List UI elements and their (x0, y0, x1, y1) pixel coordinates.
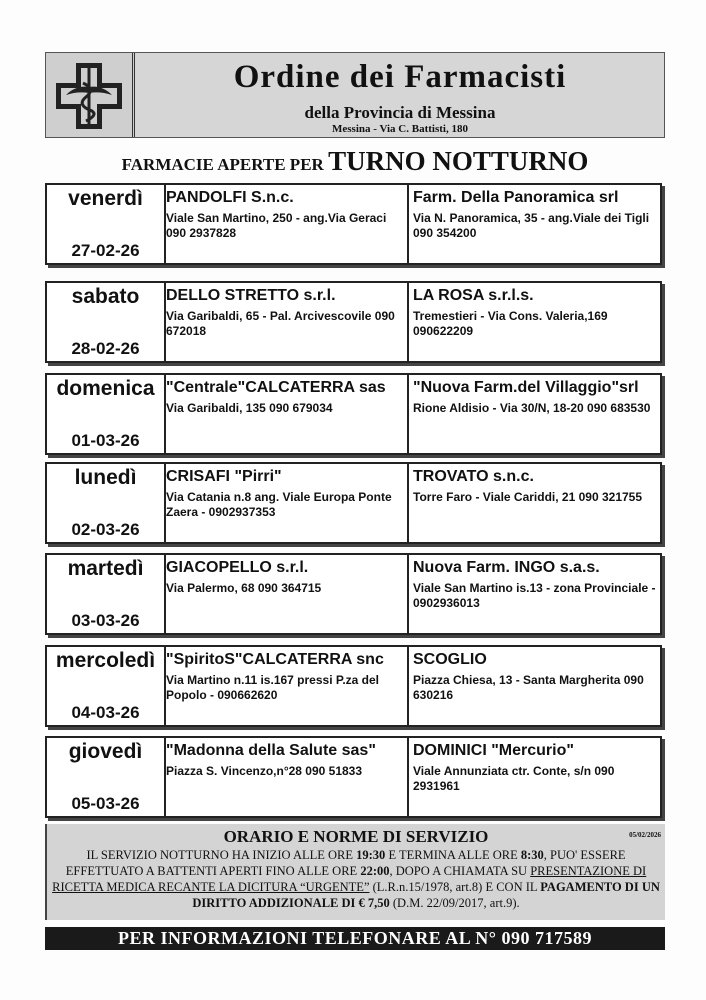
header-banner (45, 52, 665, 138)
day-cell (47, 185, 166, 263)
day-cell (47, 283, 166, 361)
pharmacy-cell (164, 464, 409, 542)
pharmacy-address: Torre Faro - Viale Cariddi, 21 090 321755 (413, 490, 643, 504)
pharmacy-name: CRISAFI "Pirri" (166, 468, 282, 485)
day-name: mercoledì (55, 649, 156, 672)
day-name: martedì (67, 557, 144, 580)
pharmacy-address: Piazza S. Vincenzo,n°28 090 51833 (166, 764, 363, 778)
schedule-row (45, 645, 662, 727)
pharmacy-cell (164, 283, 409, 361)
rules-text-part: E TERMINA ALLE ORE (385, 848, 521, 862)
pharmacy-cell (411, 647, 660, 725)
pharmacy-name: TROVATO s.n.c. (413, 468, 534, 485)
day-date: 01-03-26 (71, 431, 140, 450)
pharmacy-cell (411, 738, 660, 816)
pharmacy-address: Viale Annunziata ctr. Conte, s/n 090 2931961 (413, 764, 615, 793)
start-time: 19:30 (356, 848, 386, 862)
rules-text (47, 847, 665, 911)
day-name: venerdì (68, 187, 143, 210)
additional-fee: PAGAMENTO DI UN DIRITTO ADDIZIONALE DI € 7,50 (192, 880, 660, 910)
day-name: giovedì (68, 740, 143, 763)
pharmacy-name: DOMINICI "Mercurio" (413, 742, 574, 759)
day-cell (47, 375, 166, 453)
pharmacy-name: "Nuova Farm.del Villaggio"srl (413, 379, 639, 396)
day-cell (47, 738, 166, 816)
day-name: lunedì (74, 466, 137, 489)
pharmacy-cell (164, 738, 409, 816)
pharmacy-address: Viale San Martino, 250 - ang.Via Geraci 090 2937828 (166, 211, 387, 240)
day-cell (47, 555, 166, 633)
pharmacy-cell (164, 185, 409, 263)
rules-text-part: (D.M. 22/09/2017, art.9). (389, 896, 520, 910)
pharmacy-address: Via Garibaldi, 65 - Pal. Arcivescovile 090 672018 (166, 309, 395, 338)
schedule-row (45, 736, 662, 818)
pharmacy-address: Rione Aldisio - Via 30/N, 18-20 090 683530 (413, 401, 651, 415)
pharmacy-name: PANDOLFI S.n.c. (166, 189, 294, 206)
organization-subtitle: della Provincia di Messina (304, 103, 496, 122)
pharmacy-address: Piazza Chiesa, 13 - Santa Margherita 090 630216 (413, 673, 644, 702)
schedule-row (45, 281, 662, 363)
pharmacy-cell (411, 375, 660, 453)
pharmacy-cross-logo-icon (46, 53, 135, 137)
open-until-time: 22:00 (360, 864, 390, 878)
pharmacy-address: Via Palermo, 68 090 364715 (166, 581, 322, 595)
pharmacy-cell (411, 464, 660, 542)
day-date: 27-02-26 (71, 241, 140, 260)
pharmacy-cell (411, 555, 660, 633)
pharmacy-name: Nuova Farm. INGO s.a.s. (413, 559, 600, 576)
organization-address: Messina - Via C. Battisti, 180 (332, 123, 468, 135)
prescription-requirement: PRESENTAZIONE DI RICETTA MEDICA RECANTE LA DICITURA “URGENTE” (52, 864, 647, 894)
rules-date: 05/02/2026 (629, 831, 661, 839)
info-phone-banner: PER INFORMAZIONI TELEFONARE AL N° 090 717589 (45, 927, 665, 950)
heading-small: FARMACIE APERTE PER (121, 155, 324, 174)
schedule-row (45, 373, 662, 455)
pharmacy-address: Tremestieri - Via Cons. Valeria,169 090622209 (413, 309, 608, 338)
pharmacy-cell (164, 555, 409, 633)
pharmacy-name: DELLO STRETTO s.r.l. (166, 287, 336, 304)
rules-text-part: IL SERVIZIO NOTTURNO HA INIZIO ALLE ORE (86, 848, 357, 862)
day-date: 04-03-26 (71, 703, 140, 722)
day-cell (47, 464, 166, 542)
pharmacy-cell (164, 375, 409, 453)
schedule-row (45, 462, 662, 544)
day-date: 03-03-26 (71, 611, 140, 630)
pharmacy-name: GIACOPELLO s.r.l. (166, 559, 309, 576)
service-rules-box (45, 824, 665, 920)
pharmacy-address: Via Garibaldi, 135 090 679034 (166, 401, 333, 415)
end-time: 8:30 (520, 848, 544, 862)
pharmacy-address: Viale San Martino is.13 - zona Provinciale - 0902936013 (413, 581, 656, 610)
rules-text-part: (L.R.n.15/1978, art.8) E CON IL (369, 880, 541, 894)
pharmacy-cell (411, 283, 660, 361)
pharmacy-cell (164, 647, 409, 725)
rules-text-part: , PUO' ESSERE EFFETTUATO A BATTENTI APERTI FINO ALLE ORE (65, 848, 626, 878)
day-name: domenica (56, 377, 155, 400)
schedule-row (45, 553, 662, 635)
pharmacy-address: Via N. Panoramica, 35 - ang.Viale dei Tigli 090 354200 (413, 211, 650, 240)
pharmacy-cell (411, 185, 660, 263)
day-name: sabato (71, 285, 140, 308)
pharmacy-name: "SpiritoS"CALCATERRA snc (166, 651, 384, 668)
pharmacy-name: LA ROSA s.r.l.s. (413, 287, 534, 304)
pharmacy-address: Via Martino n.11 is.167 pressi P.za del Popolo - 090662620 (166, 673, 379, 702)
heading-big: TURNO NOTTURNO (328, 146, 589, 176)
day-cell (47, 647, 166, 725)
pharmacy-address: Via Catania n.8 ang. Viale Europa Ponte Zaera - 0902937353 (166, 490, 392, 519)
pharmacy-name: "Madonna della Salute sas" (166, 742, 376, 759)
day-date: 28-02-26 (71, 339, 140, 358)
pharmacy-name: "Centrale"CALCATERRA sas (166, 379, 386, 396)
pharmacy-name: Farm. Della Panoramica srl (413, 189, 619, 206)
schedule-row (45, 183, 662, 265)
day-date: 02-03-26 (71, 520, 140, 539)
pharmacy-name: SCOGLIO (413, 651, 487, 668)
day-date: 05-03-26 (71, 794, 140, 813)
page-heading (45, 146, 665, 177)
rules-text-part: , DOPO A CHIAMATA SU (389, 864, 531, 878)
rules-title: ORARIO E NORME DI SERVIZIO (223, 827, 489, 846)
organization-title: Ordine dei Farmacisti (233, 59, 567, 95)
